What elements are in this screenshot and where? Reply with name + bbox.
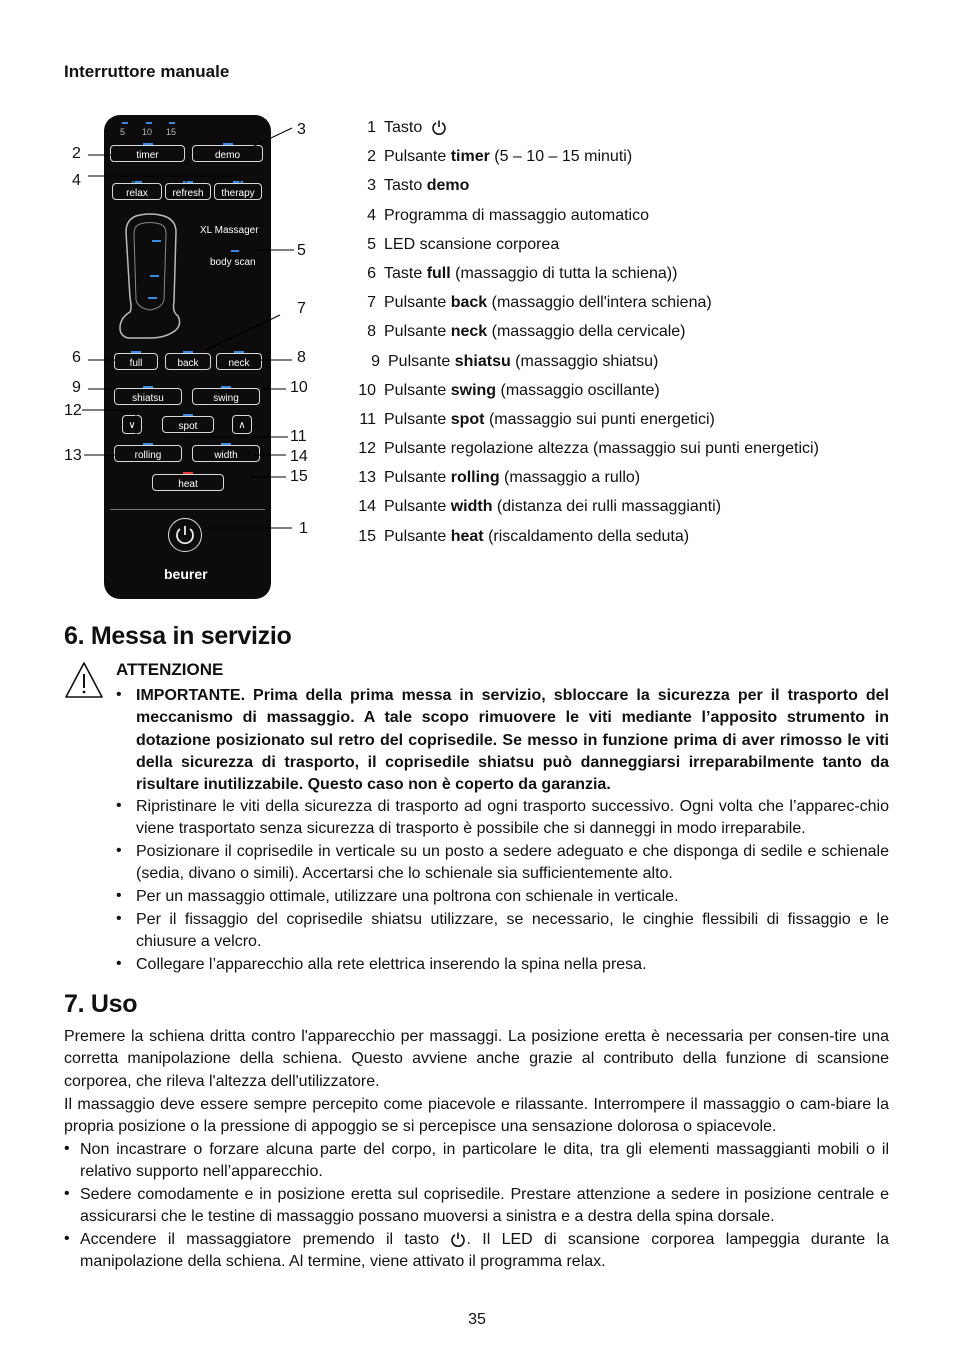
bullet-dot: • [116,955,122,972]
brand-logo: beurer [164,566,208,582]
paragraph: Premere la schiena dritta contro l'apparecchio per massaggi. La posizione eretta è necessaria per consen-tire una corretta manipolazione della schiena. Questo avviene anche grazie al contributo della funzione di scansione corporea, che rileva l'altezza dell'utilizzatore. [64,1028,889,1090]
callout-5: 5 [297,242,306,259]
legend-item: 4 Programma di massaggio automatico [367,207,650,224]
legend-item: 10 Pulsante swing (massaggio oscillante) [358,382,660,399]
back-button[interactable]: back [165,353,211,370]
bullet-dot: • [116,686,122,703]
list-item: Collegare l’apparecchio alla rete elettrica inserendo la spina nella presa. [136,956,647,973]
section-heading: Interruttore manuale [64,62,230,81]
callout-14: 14 [290,448,308,465]
bullet-dot: • [116,910,122,927]
list-item: Per un massaggio ottimale, utilizzare una poltrona con schienale in verticale. [136,888,679,905]
full-button[interactable]: full [114,353,158,370]
legend-item: 3 Tasto demo [367,177,470,194]
paragraph: Il massaggio deve essere sempre percepito come piacevole e rilassante. Interrompere il massaggio o cam-biare la propria posizione o la pressione di appoggio se si percepisce una sensazione dolorosa o spiacevole. [64,1096,889,1136]
legend-item: 15 Pulsante heat (riscaldamento della seduta) [358,528,690,545]
shiatsu-button[interactable]: shiatsu [114,388,182,405]
callout-12: 12 [64,402,82,419]
timer-tick-10: 10 [142,127,153,137]
list-item: Per il fissaggio del coprisedile shiatsu utilizzare, se necessario, le cinghie flessibili di fissaggio e le chiusure a velcro. [136,911,889,951]
height-up-button[interactable]: ∧ [232,415,252,434]
warning-label: ATTENZIONE [116,660,224,679]
demo-button[interactable]: demo [192,145,263,162]
legend-item: 6 Taste full (massaggio di tutta la schiena)) [367,265,678,282]
body-scan-label: body scan [210,257,256,268]
height-down-button[interactable]: ∨ [122,415,142,434]
page-number: 35 [468,1311,486,1328]
callout-15: 15 [290,468,308,485]
callout-7: 7 [297,300,306,317]
swing-button[interactable]: swing [192,388,260,405]
bullet-dot: • [64,1230,70,1247]
legend-item: 5 LED scansione corporea [367,236,560,253]
section-7-title: 7. Uso [64,990,138,1018]
callout-8: 8 [297,349,306,366]
legend-item: 2 Pulsante timer (5 – 10 – 15 minuti) [367,148,633,165]
list-item: Posizionare il coprisedile in verticale su un posto a sedere adeguato e che disponga di sedile e schienale (sedia, divano o simili). Accertarsi che lo schienale sia sufficientemente alto. [136,843,889,883]
legend-item: 11 Pulsante spot (massaggio sui punti energetici) [359,411,715,428]
callout-10: 10 [290,379,308,396]
width-button[interactable]: width [192,445,260,462]
bullet-dot: • [64,1185,70,1202]
warning-icon [64,660,104,700]
important-note: IMPORTANTE. Prima della prima messa in servizio, sbloccare la sicurezza per il trasporto del meccanismo di massaggio. A tale scopo rimuovere le viti mediante l’apposito strumento in dotazione posizionato sul retro del coprisedile. Se messo in funzione prima di aver rimosso le viti della sicurezza di trasporto, il coprisedile shiatsu può danneggiarsi irreparabilmente tanto da risultare inutilizzabile. Questo caso non è coperto da garanzia. [136,687,889,794]
power-icon [431,119,447,135]
bullet-dot: • [116,887,122,904]
timer-tick-5: 5 [120,127,126,137]
product-label: XL Massager [200,225,259,236]
spot-button[interactable]: spot [162,416,214,433]
legend-item: 13 Pulsante rolling (massaggio a rullo) [358,469,641,486]
refresh-button[interactable]: refresh [165,183,211,200]
bullet-dot: • [64,1140,70,1157]
list-item: Sedere comodamente e in posizione eretta sul coprisedile. Prestare attenzione a sedere in posizione centrale e assicurarsi che le testine di massaggio possano muoversi a sinistra e a destra della spina dorsale. [80,1186,889,1226]
legend-item: 9 Pulsante shiatsu (massaggio shiatsu) [371,353,659,370]
legend-item: 12 Pulsante regolazione altezza (massaggio sui punti energetici) [358,440,819,457]
neck-button[interactable]: neck [216,353,262,370]
section-6-title: 6. Messa in servizio [64,622,292,650]
callout-1: 1 [299,520,308,537]
legend-item: 14 Pulsante width (distanza dei rulli massaggianti) [358,498,722,515]
callout-9: 9 [72,379,81,396]
power-icon [450,1231,466,1247]
bullet-dot: • [116,797,122,814]
list-item: Accendere il massaggiatore premendo il tasto . Il LED di scansione corporea lampeggia durante la manipolazione della schiena. Al termine, viene attivato il programma relax. [80,1231,890,1271]
list-item: Ripristinare le viti della sicurezza di trasporto ad ogni trasporto successivo. Ogni volta che l’apparec-chio viene trasportato senza sicurezza di trasporto è possibile che si danneggi in modo irreparabile. [136,798,889,838]
callout-13: 13 [64,447,82,464]
heat-button[interactable]: heat [152,474,224,491]
list-item: Non incastrare o forzare alcuna parte del corpo, in particolare le dita, tra gli elementi massaggianti mobili o il relativo supporto nell’apparecchio. [80,1141,889,1181]
rolling-button[interactable]: rolling [114,445,182,462]
callout-11: 11 [290,428,307,445]
relax-button[interactable]: relax [112,183,162,200]
timer-button[interactable]: timer [110,145,185,162]
bullet-dot: • [116,842,122,859]
callout-2: 2 [72,145,81,162]
legend-item: 1 Tasto [350,119,447,137]
therapy-button[interactable]: therapy [214,183,262,200]
callout-3: 3 [297,121,306,138]
timer-tick-15: 15 [166,127,177,137]
legend-item: 8 Pulsante neck (massaggio della cervicale) [367,323,686,340]
legend-item: 7 Pulsante back (massaggio dell'intera schiena) [367,294,712,311]
callout-6: 6 [72,349,81,366]
callout-4: 4 [72,172,81,189]
